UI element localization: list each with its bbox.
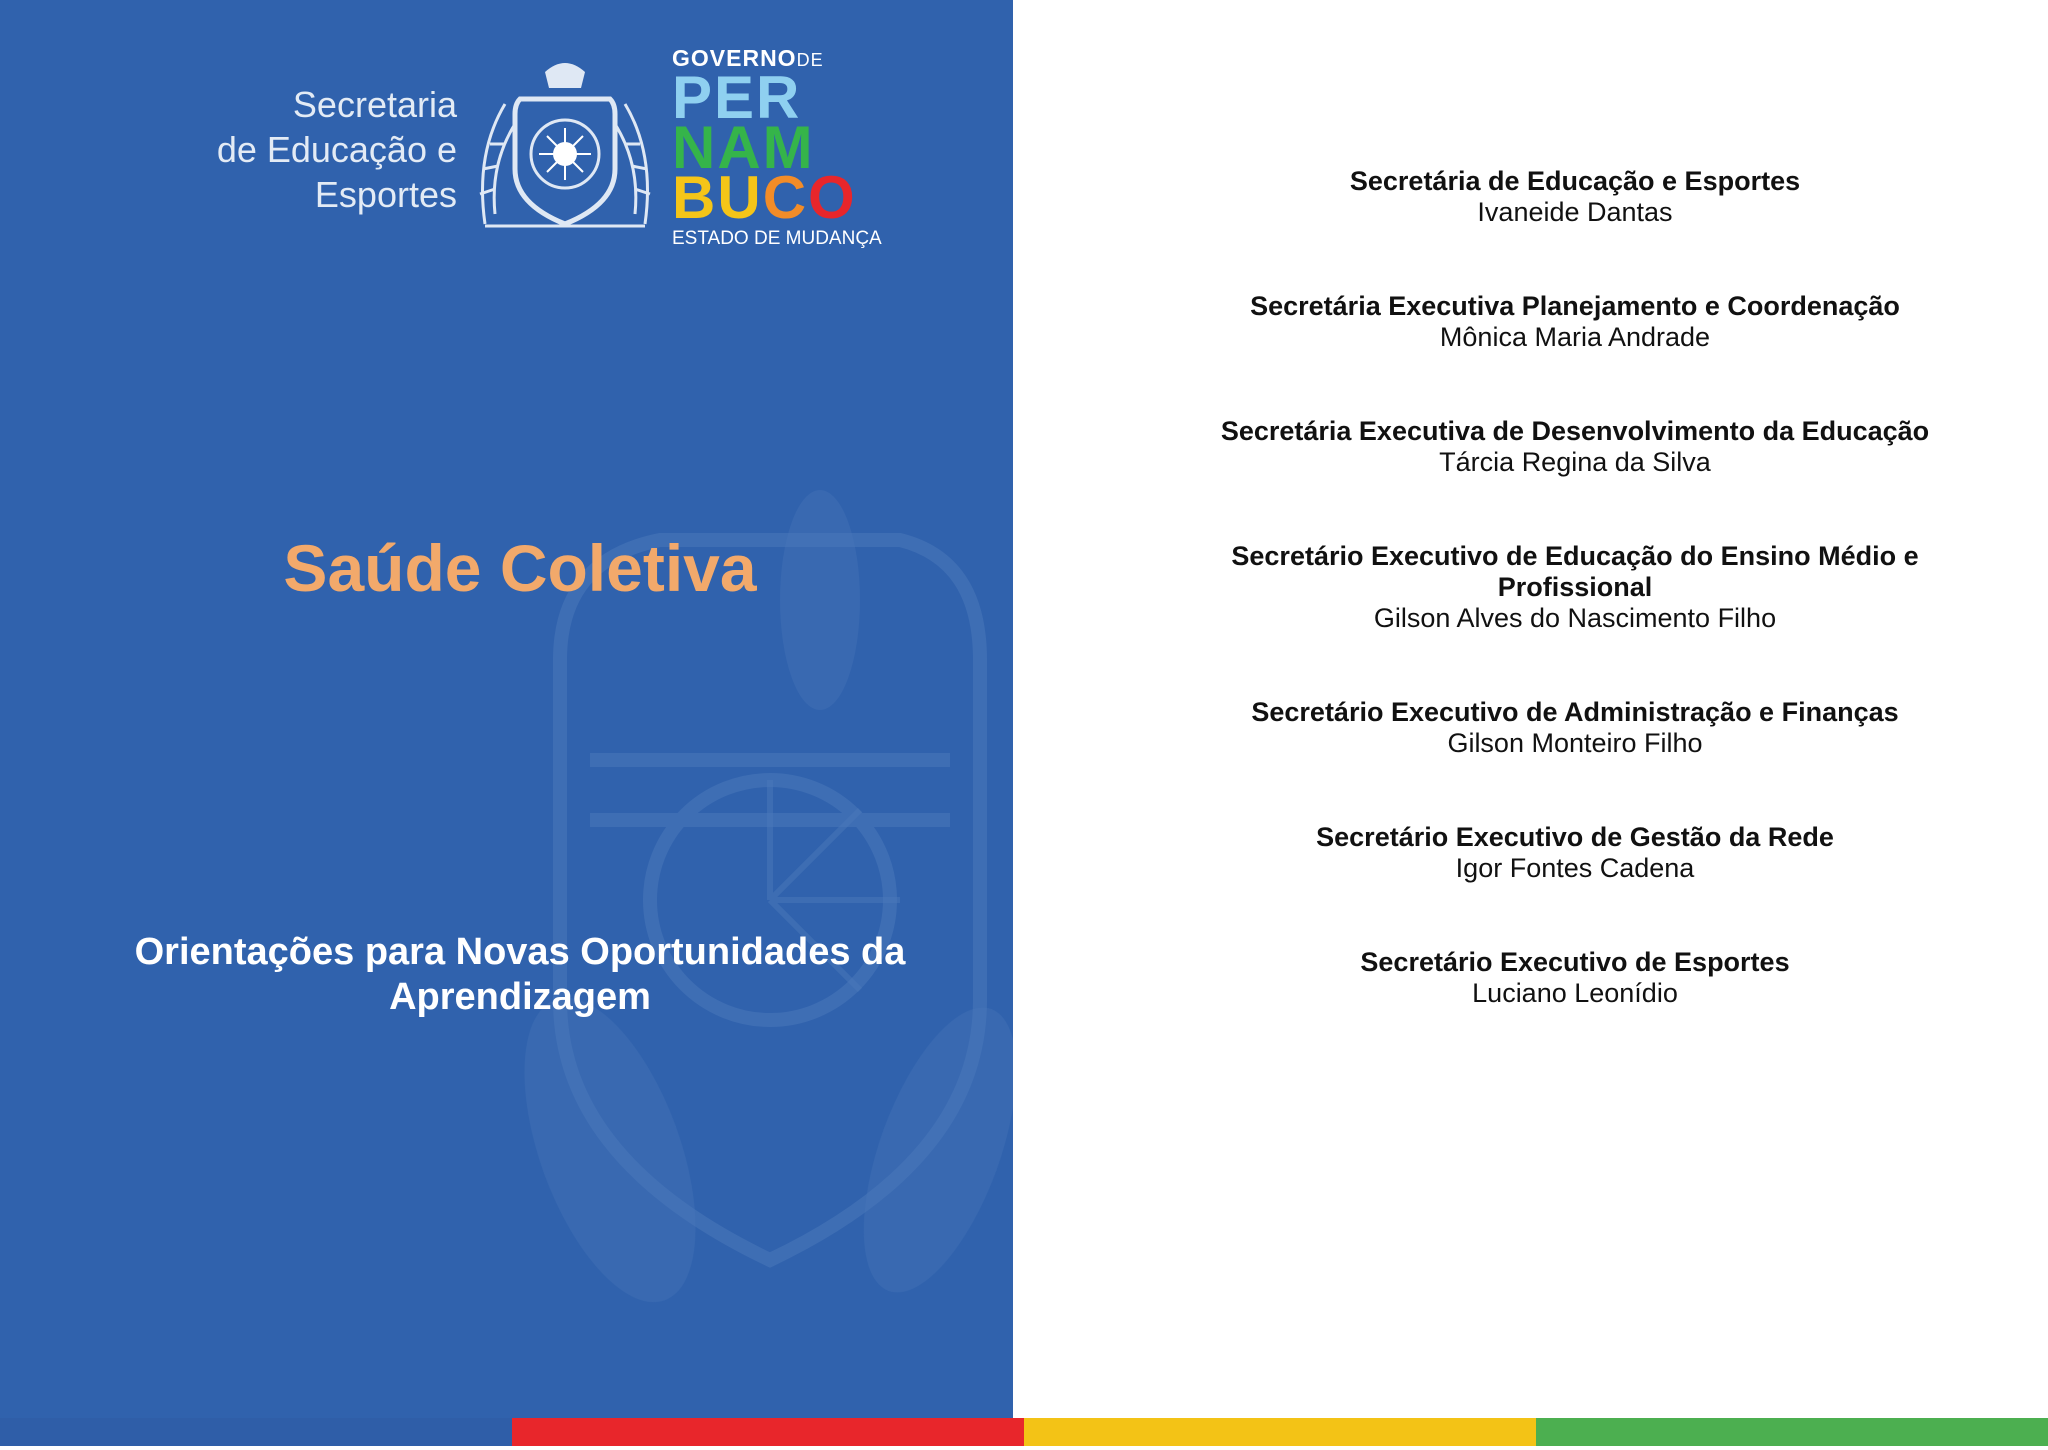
credit-person-name: Ivaneide Dantas [1477,197,1673,227]
secretaria-line: Esportes [314,174,457,215]
credit-role: Secretário Executivo de Administração e Finanças [1251,697,1899,727]
document-title: Saúde Coletiva [283,531,757,605]
stripe-blue [0,1418,512,1446]
credit-entry [1180,697,1970,759]
credit-role: Secretária Executiva Planejamento e Coordenação [1250,291,1900,321]
logo-word-nam: NAM [672,114,815,181]
governo-label: GOVERNODE [672,45,824,71]
cover-panel [0,0,1013,1418]
credit-person-name: Tárcia Regina da Silva [1439,447,1711,477]
slogan: ESTADO DE MUDANÇA [672,228,882,249]
logo-word-buco: BUCO [672,164,857,231]
credit-role: Secretário Executivo de Esportes [1360,947,1790,977]
credit-role: Secretário Executivo de Gestão da Rede [1316,822,1834,852]
secretaria-line: Secretaria [292,84,457,125]
secretaria-line: de Educação e [216,129,457,170]
credit-person-name: Igor Fontes Cadena [1455,853,1695,883]
credit-role: Secretário Executivo de Educação do Ensino Médio e Profissional [1231,541,1919,602]
credit-entry [1180,166,1970,228]
document-subtitle: Orientações para Novas Oportunidades da Aprendizagem [134,931,906,1018]
secretaria-wordmark [160,82,457,217]
stripe-green [1536,1418,2048,1446]
credit-entry [1180,947,1970,1009]
logo-word-per: PER [672,64,802,131]
stripe-red [512,1418,1024,1446]
credit-entry [1180,541,1970,634]
credit-person-name: Gilson Monteiro Filho [1447,728,1703,758]
credit-person-name: Gilson Alves do Nascimento Filho [1373,603,1777,633]
governo-pernambuco-logo [672,45,932,251]
credit-entry [1180,416,1970,478]
credit-entry [1180,291,1970,353]
credit-role: Secretária Executiva de Desenvolvimento da Educação [1220,416,1930,446]
color-stripe [0,1418,2048,1446]
credits-list [1180,166,1970,1072]
credit-role: Secretária de Educação e Esportes [1349,166,1801,196]
stripe-yellow [1024,1418,1536,1446]
state-seal-icon [465,44,665,244]
credit-person-name: Luciano Leonídio [1472,978,1678,1008]
credit-entry [1180,822,1970,884]
credit-person-name: Mônica Maria Andrade [1439,322,1711,352]
